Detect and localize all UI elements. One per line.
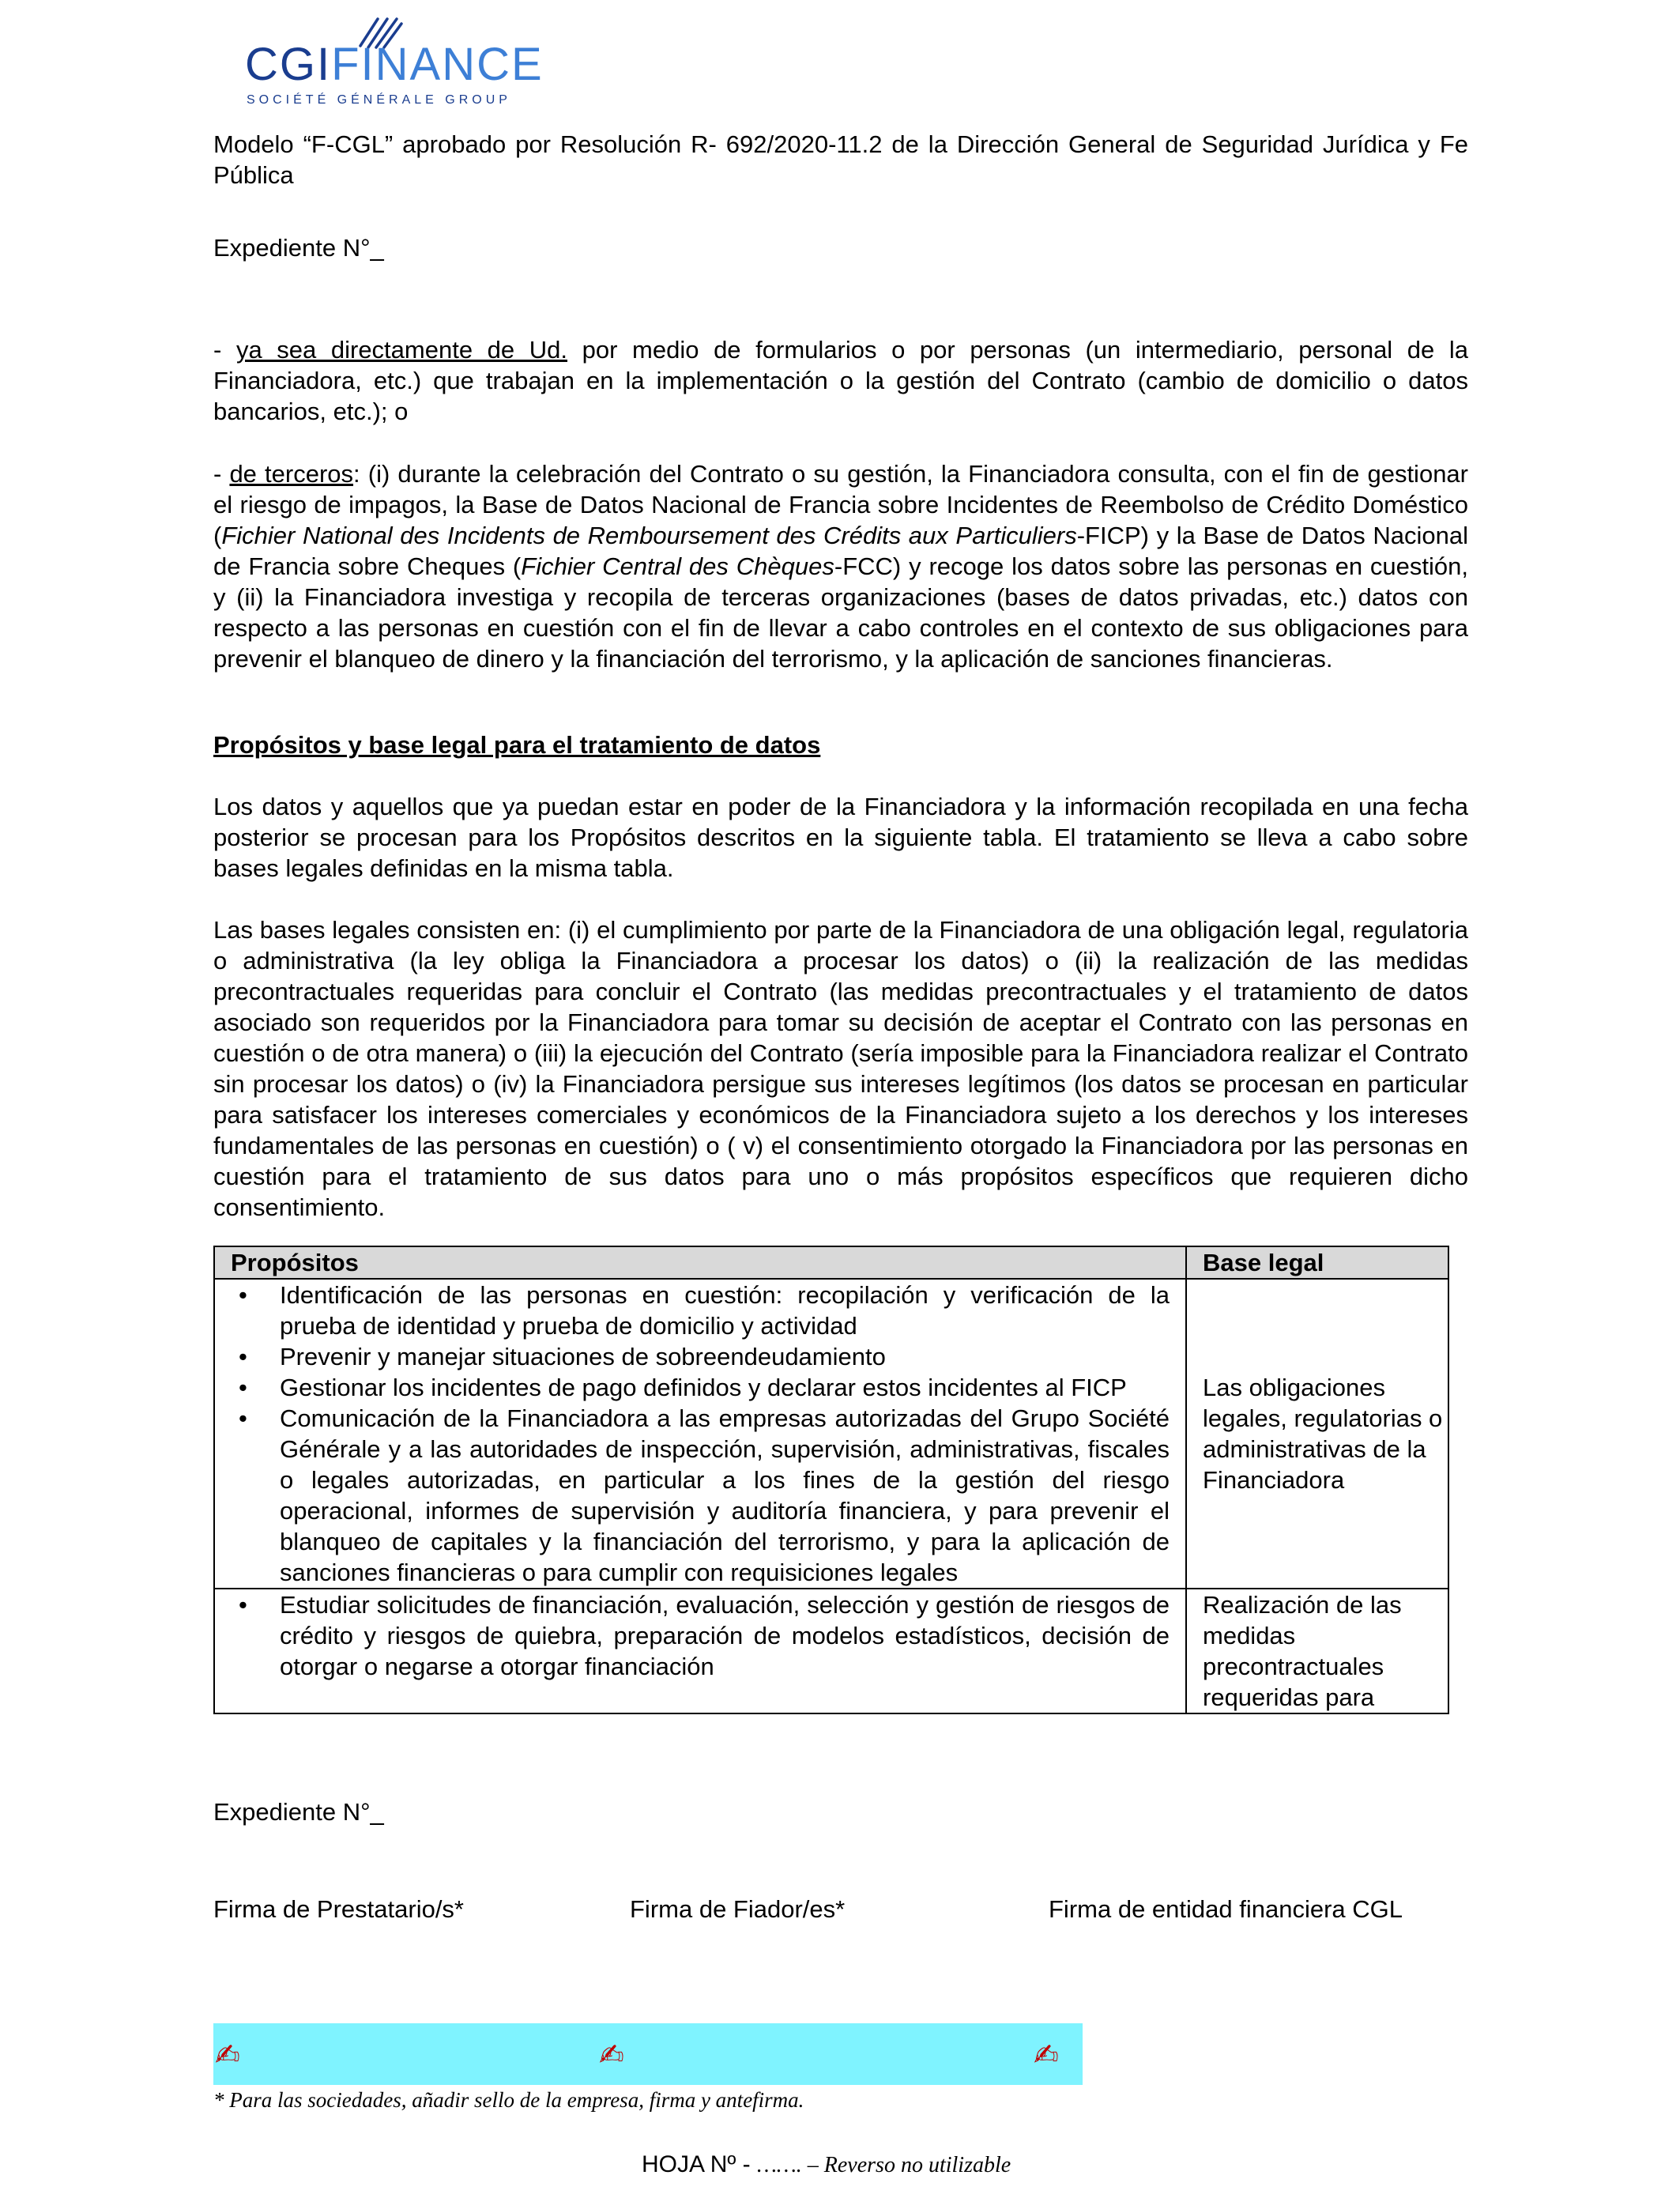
list-item: • Identificación de las personas en cuestión: recopilación y verificación de la prueba de identidad y prueba de domicilio y actividad <box>280 1280 1170 1341</box>
list-item: • Comunicación de la Financiadora a las empresas autorizadas del Grupo Société Générale y a las autoridades de inspección, supervisión, administrativas, fiscales o legales autorizadas, en particular a los fines de la gestión del riesgo operacional, informes de supervisión y auditoría financiera, y para prevenir el blanqueo de capitales y la financiación del terrorismo, y para la aplicación de sanciones financieras o para cumplir con requisiciones legales <box>280 1403 1170 1588</box>
purposes-table <box>213 1246 1449 1714</box>
signature-label-borrower: Firma de Prestatario/s* <box>213 1895 464 1923</box>
legal-basis-cell: Las obligaciones legales, regulatorias o administrativas de la Financiadora <box>1186 1279 1448 1589</box>
company-seal-note: * Para las sociedades, añadir sello de la empresa, firma y antefirma. <box>213 2088 804 2112</box>
cgi-finance-logo <box>237 14 544 107</box>
table-header-row <box>214 1246 1448 1279</box>
pen-signature-icon: ✍ <box>599 2038 624 2072</box>
logo-wordmark: CGIFINANCE <box>245 39 544 90</box>
model-approval-line: Modelo “F-CGL” aprobado por Resolución R- 692/2020-11.2 de la Dirección General de Seguridad Jurídica y Fe Pública <box>213 130 1468 189</box>
table-row <box>214 1589 1448 1713</box>
purposes-list <box>215 1280 1185 1588</box>
signature-area[interactable] <box>213 2023 1083 2085</box>
column-header-purposes: Propósitos <box>214 1246 1186 1279</box>
underlined-phrase: ya sea directamente de Ud. <box>235 336 568 364</box>
signature-label-entity: Firma de entidad financiera CGL <box>1049 1895 1403 1923</box>
section-heading: Propósitos y base legal para el tratamiento de datos <box>213 731 821 759</box>
paragraph-purposes-intro: Los datos y aquellos que ya puedan estar en poder de la Financiadora y la información recopilada en una fecha posterior se procesan para los Propósitos descritos en la siguiente tabla. El tratamiento se lleva a cabo sobre bases legales definidas en la misma tabla. <box>213 793 1468 882</box>
list-item: • Gestionar los incidentes de pago definidos y declarar estos incidentes al FICP <box>280 1372 1170 1403</box>
sheet-number: HOJA Nº - ……. – Reverso no utilizable <box>642 2151 1011 2177</box>
list-item: • Prevenir y manejar situaciones de sobreendeudamiento <box>280 1341 1170 1372</box>
column-header-legal-basis: Base legal <box>1186 1246 1448 1279</box>
expediente-top: Expediente N°_ <box>213 234 384 262</box>
logo-subtitle: SOCIÉTÉ GÉNÉRALE GROUP <box>247 93 511 107</box>
list-item: • Estudiar solicitudes de financiación, evaluación, selección y gestión de riesgos de crédito y riesgos de quiebra, preparación de modelos estadísticos, decisión de otorgar o negarse a otorgar financiación <box>280 1589 1170 1682</box>
purposes-cell <box>214 1279 1186 1589</box>
signature-label-guarantor: Firma de Fiador/es* <box>630 1895 846 1923</box>
paragraph-direct-source: - ya sea directamente de Ud. por medio de formularios o por personas (un intermediario, personal de la Financiadora, etc.) que trabajan en la implementación o la gestión del Contrato (cambio de domicilio o datos bancarios, etc.); o <box>213 336 1469 425</box>
paragraph-legal-bases: Las bases legales consisten en: (i) el cumplimiento por parte de la Financiadora de una obligación legal, regulatoria o administrativa (la ley obliga la Financiadora a procesar los datos) o (ii) la realización de las medidas precontractuales requeridas para concluir el Contrato (las medidas precontractuales y el tratamiento de datos asociado son requeridos por la Financiadora para tomar su decisión de aceptar el Contrato con las personas en cuestión o de otra manera) o (iii) la ejecución del Contrato (sería imposible para la Financiadora realizar el Contrato sin procesar los datos) o (iv) la Financiadora persigue sus intereses legítimos (los datos se procesan en particular para satisfacer los intereses comerciales y económicos de la Financiadora sujeto a los derechos y los intereses fundamentales de las personas en cuestión) o ( v) el consentimiento otorgado la Financiadora por las personas en cuestión para el tratamiento de sus datos para uno o más propósitos específicos que requieren dicho consentimiento. <box>213 916 1468 1221</box>
paragraph-third-parties: - de terceros: (i) durante la celebración del Contrato o su gestión, la Financiadora consulta, con el fin de gestionar el riesgo de impagos, la Base de Datos Nacional de Francia sobre Incidentes de Reembolso de Crédito Doméstico (Fichier National des Incidents de Remboursement des Crédits aux Particuliers-FICP) y la Base de Datos Nacional de Francia sobre Cheques (Fichier Central des Chèques-FCC) y recoge los datos sobre las personas en cuestión, y (ii) la Financiadora investiga y recopila de terceras organizaciones (bases de datos privadas, etc.) datos con respecto a las personas en cuestión con el fin de llevar a cabo controles en el contexto de sus obligaciones para prevenir el blanqueo de dinero y la financiación del terrorismo, y la aplicación de sanciones financieras. <box>213 460 1468 673</box>
purposes-list <box>215 1589 1185 1682</box>
expediente-bottom: Expediente N°_ <box>213 1798 384 1826</box>
pen-signature-icon: ✍ <box>1034 2038 1059 2072</box>
pen-signature-icon: ✍ <box>215 2038 240 2072</box>
table-row <box>214 1279 1448 1589</box>
underlined-phrase: de terceros <box>229 460 354 488</box>
legal-basis-cell: Realización de las medidas precontractuales requeridas para <box>1186 1589 1448 1713</box>
purposes-cell <box>214 1589 1186 1713</box>
